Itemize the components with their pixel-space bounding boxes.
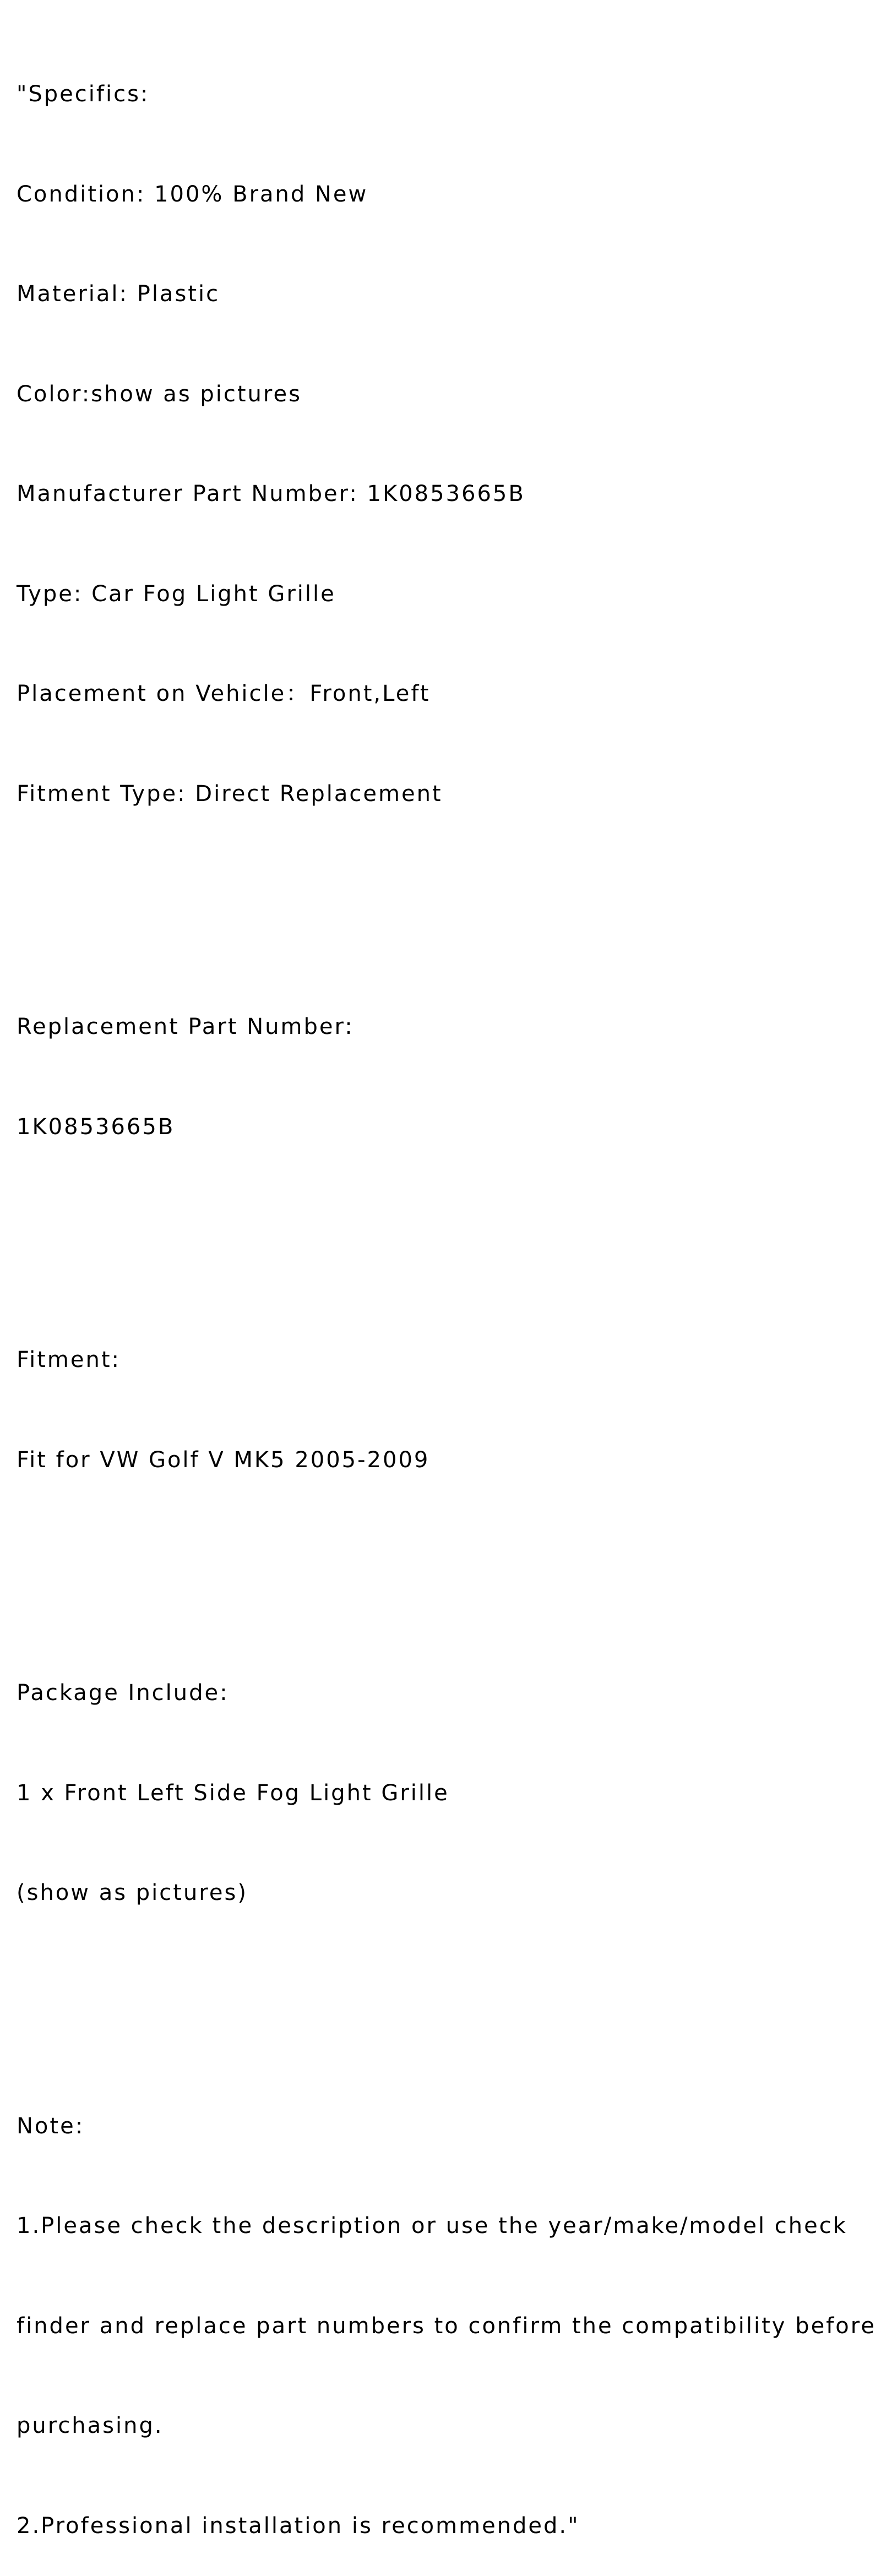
specifics-heading: "Specifics: [17, 81, 150, 107]
note-line-2: finder and replace part numbers to confirm the compatibility before [17, 2313, 876, 2339]
package-item: 1 x Front Left Side Fog Light Grille [17, 1780, 449, 1806]
manufacturer-part-number-line: Manufacturer Part Number: 1K0853665B [17, 481, 525, 507]
spacer [17, 877, 870, 911]
spacer [17, 1976, 870, 2010]
spacer [17, 1210, 870, 1244]
spacer [17, 1543, 870, 1577]
note-line-3: purchasing. [17, 2413, 164, 2438]
note-heading: Note: [17, 2113, 85, 2139]
fitment-type-line: Fitment Type: Direct Replacement [17, 781, 443, 807]
replacement-value: 1K0853665B [17, 1114, 175, 1140]
note-line-1: 1.Please check the description or use the year/make/model check [17, 2213, 847, 2239]
package-heading: Package Include: [17, 1680, 229, 1706]
fitment-value: Fit for VW Golf V MK5 2005-2009 [17, 1447, 430, 1473]
package-note: (show as pictures) [17, 1880, 248, 1905]
note-line-4: 2.Professional installation is recommended." [17, 2513, 580, 2539]
replacement-heading: Replacement Part Number: [17, 1014, 354, 1039]
material-line: Material: Plastic [17, 281, 220, 307]
type-line: Type: Car Fog Light Grille [17, 581, 336, 607]
placement-line: Placement on Vehicle：Front,Left [17, 681, 431, 706]
color-line: Color:show as pictures [17, 381, 302, 407]
fitment-heading: Fitment: [17, 1347, 121, 1373]
condition-line: Condition: 100% Brand New [17, 181, 368, 207]
product-description [17, 11, 876, 2576]
